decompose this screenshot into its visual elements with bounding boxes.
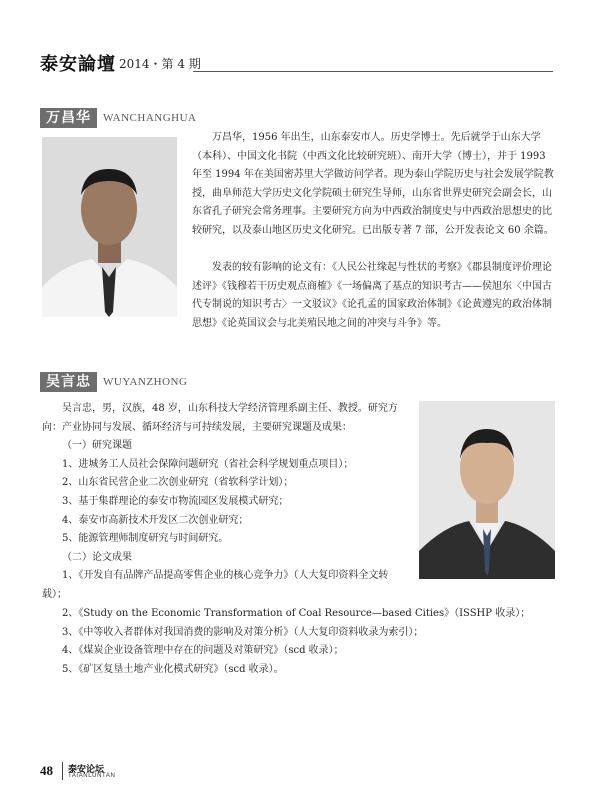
person1-papers [42, 259, 556, 333]
page-number: 48 [40, 763, 53, 778]
project-item: 5、能源管理师制度研究与时间研究。 [62, 533, 229, 545]
person1-bio-paragraph: 万昌华，1956 年出生，山东泰安市人。历史学博士。先后就学于山东大学（本科）、中国文化书院（中西文化比较研究班）、南开大学（博士），并于 1993 年至 1994 年在美国密苏里大学做访问学者。现为泰山学院历史与社会发展学院教授，曲阜师范大学历史文化学院硕士研究生导师，山东省世界史研究会副会长，山东省孔子研究会常务理事。主要研究方向为中西政治制度史与中西政治思想史的比较研究，以及泰山地区历史文化研究。已出版专著 7 部，公开发表论文 60 余篇。 [192, 132, 554, 236]
paper-item: 5、《矿区复垦土地产业化模式研究》（scd 收录）。 [62, 663, 284, 675]
person2-portrait-image [419, 401, 555, 579]
person1-banner [40, 108, 197, 128]
project-item: 4、泰安市高新技术开发区二次创业研究； [62, 514, 249, 526]
person1-papers-paragraph: 发表的较有影响的论文有：《人民公社缘起与性状的考察》《郡县制度评价理论述评》《钱穆若干历史观点商榷》《一场偏离了基点的知识考古——侯旭东〈中国古代专制说的知识考古〉一文驳议》《论孔孟的国家政治体制》《论黄遵宪的政治体制思想》《论英国议会与北美殖民地之间的冲突与斗争》等。 [192, 262, 552, 329]
person1-pinyin: WANCHANGHUA [103, 112, 197, 124]
journal-title: 泰安論壇 [40, 54, 116, 75]
footer-divider [62, 762, 63, 780]
person2-intro: 吴言忠，男，汉族，48 岁，山东科技大学经济管理系副主任、教授。研究方向：产业协同与发展、循环经济与可持续发展，主要研究课题及成果： [42, 403, 398, 433]
paper-item: 3、《中等收入者群体对我国消费的影响及对策分析》（人大复印资料收录为索引）； [62, 626, 424, 638]
project-item: 2、山东省民营企业二次创业研究（省软科学计划）； [62, 477, 294, 489]
footer-journal-pinyin: TAIANLUNTAN [68, 773, 116, 779]
person1-name: 万昌华 [40, 108, 97, 128]
project-item: 1、进城务工人员社会保障问题研究（省社会科学规划重点项目）； [62, 458, 354, 470]
person1-bio [192, 129, 556, 241]
paper-item: 1、《开发自有品牌产品提高零售企业的核心竞争力》（人大复印资料全文转载）； [42, 570, 389, 600]
project-item: 3、基于集群理论的泰安市物流园区发展模式研究； [62, 495, 289, 507]
header-rule [193, 71, 553, 72]
projects-heading: （一）研究课题 [62, 440, 132, 452]
paper-item: 4、《煤炭企业设备管理中存在的问题及对策研究》（scd 收录）； [62, 645, 344, 657]
issue-label: 2014・第 4 期 [119, 57, 201, 71]
footer-journal-name: 泰安论坛 [68, 765, 105, 775]
person2-papers-continued [42, 605, 556, 679]
person2-content [42, 400, 410, 605]
person2-banner [40, 372, 187, 392]
person2-name: 吴言忠 [40, 372, 97, 392]
paper-item: 2、《Study on the Economic Transformation of Coal Resource—based Cities》（ISSHP 收录）； [62, 608, 531, 619]
person2-photo [419, 401, 555, 579]
papers-heading: （二）论文成果 [62, 551, 132, 563]
person2-pinyin: WUYANZHONG [103, 376, 188, 388]
